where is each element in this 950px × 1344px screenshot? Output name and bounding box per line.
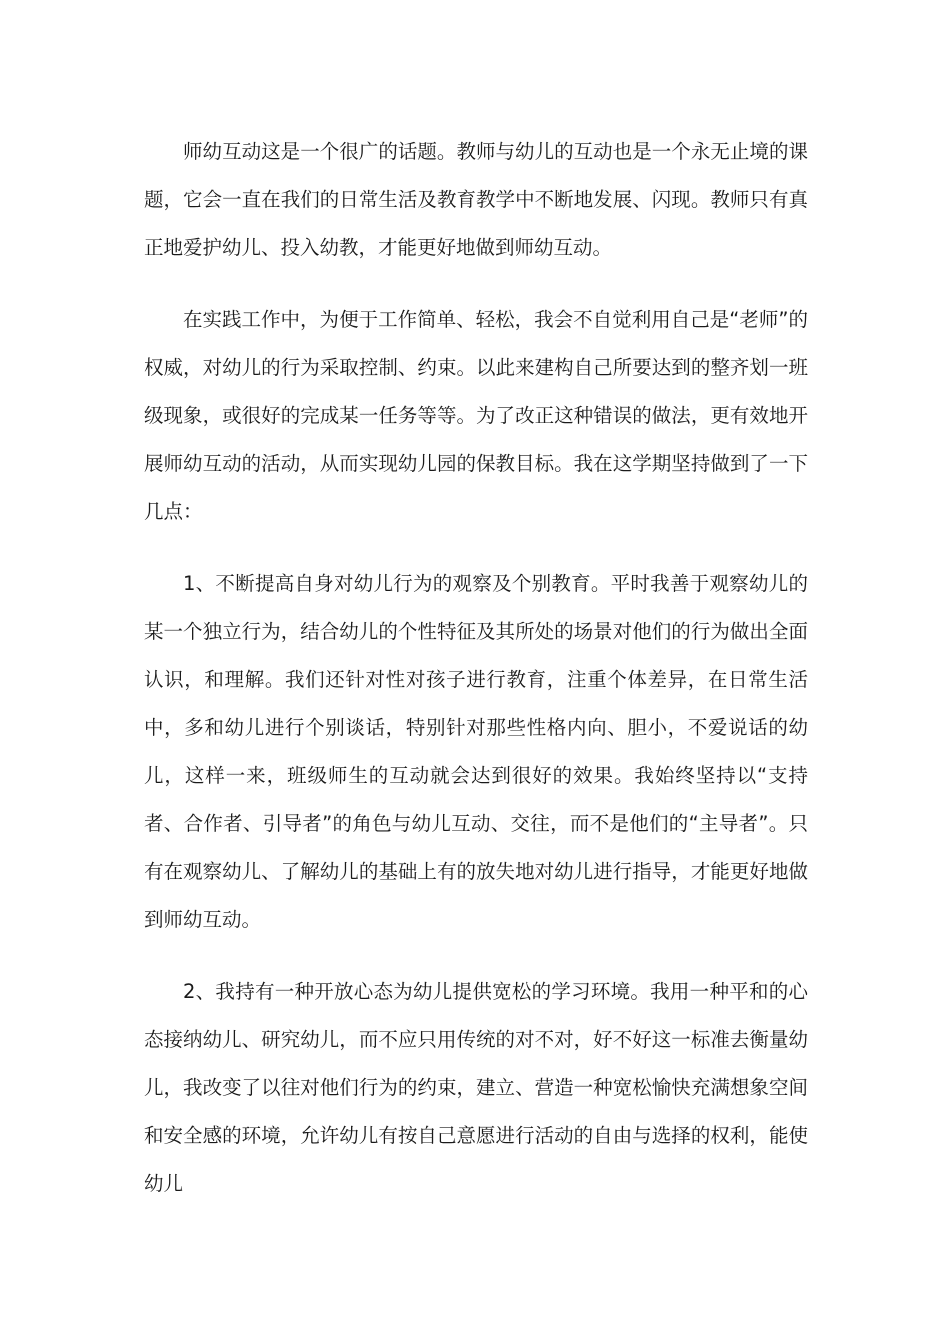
paragraph-intro: 师幼互动这是一个很广的话题。教师与幼儿的互动也是一个永无止境的课题，它会一直在我们的日常生活及教育教学中不断地发展、闪现。教师只有真正地爱护幼儿、投入幼教，才能更好地做到师幼互动。 [144, 140, 808, 259]
paragraph-practice: 在实践工作中，为便于工作简单、轻松，我会不自觉利用自己是“老师”的权威，对幼儿的行为采取控制、约束。以此来建构自己所要达到的整齐划一班级现象，或很好的完成某一任务等等。为了改正这种错误的做法，更有效地开展师幼互动的活动，从而实现幼儿园的保教目标。我在这学期坚持做到了一下几点： [144, 308, 808, 523]
paragraph-point-1: 1、不断提高自身对幼儿行为的观察及个别教育。平时我善于观察幼儿的某一个独立行为，结合幼儿的个性特征及其所处的场景对他们的行为做出全面认识，和理解。我们还针对性对孩子进行教育，注重个体差异，在日常生活中，多和幼儿进行个别谈话，特别针对那些性格内向、胆小，不爱说话的幼儿，这样一来，班级师生的互动就会达到很好的效果。我始终坚持以“支持者、合作者、引导者”的角色与幼儿互动、交往，而不是他们的“主导者”。只有在观察幼儿、了解幼儿的基础上有的放失地对幼儿进行指导，才能更好地做到师幼互动。 [144, 572, 808, 931]
paragraph-point-2: 2、我持有一种开放心态为幼儿提供宽松的学习环境。我用一种平和的心态接纳幼儿、研究幼儿，而不应只用传统的对不对，好不好这一标准去衡量幼儿，我改变了以往对他们行为的约束，建立、营造一种宽松愉快充满想象空间和安全感的环境，允许幼儿有按自己意愿进行活动的自由与选择的权利，能使幼儿 [144, 980, 808, 1195]
document-body [144, 128, 808, 1232]
